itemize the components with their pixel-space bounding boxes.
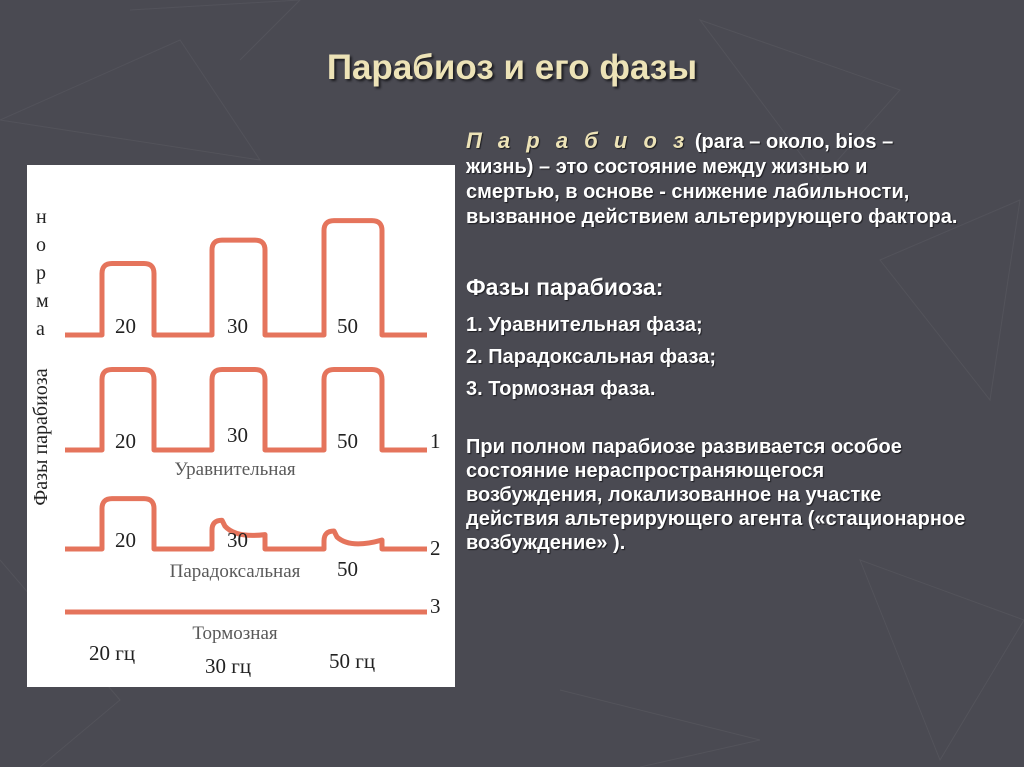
frequency-value-label: 30 — [227, 528, 248, 552]
frequency-value-label: 50 — [337, 429, 358, 453]
phases-heading: Фазы парабиоза: — [466, 274, 664, 300]
phase-caption: Парадоксальная — [169, 561, 301, 582]
text-column — [466, 128, 966, 555]
frequency-value-label: 30 — [227, 423, 248, 447]
frequency-value-label: 20 — [115, 528, 136, 552]
frequency-value-label: 50 — [337, 557, 358, 581]
phase-caption: Уравнительная — [174, 459, 296, 480]
phase-caption: Тормозная — [192, 623, 278, 644]
side-label-norm — [36, 206, 49, 340]
frequency-value-label: 50 — [337, 314, 358, 338]
side-label-norm-letter: а — [36, 318, 45, 340]
frequency-value-label: 30 — [227, 314, 248, 338]
trace-row-1 — [65, 370, 441, 481]
side-label-norm-letter: н — [36, 206, 47, 228]
phase-number-label: 3 — [430, 594, 441, 618]
phase-traces — [65, 221, 441, 644]
frequency-axis — [89, 641, 375, 678]
frequency-axis-label: 30 гц — [205, 654, 252, 678]
side-label-norm-letter: р — [36, 262, 46, 284]
term-parabiosis: П а р а б и о з — [466, 128, 690, 153]
conclusion-text: При полном парабиозе развивается особое состояние нераспространяющегося возбуждения, локализованное на участке действия альтерирующего агента («стационарное возбуждение» ). — [466, 436, 966, 554]
phase-item-3: 3. Тормозная фаза. — [466, 378, 656, 400]
phase-item-2: 2. Парадоксальная фаза; — [466, 346, 716, 368]
side-label-phases: Фазы парабиоза — [30, 368, 52, 506]
side-label-norm-letter: м — [36, 290, 49, 312]
frequency-value-label: 20 — [115, 429, 136, 453]
frequency-axis-label: 20 гц — [89, 641, 136, 665]
phase-number-label: 2 — [430, 536, 441, 560]
parabiosis-figure — [27, 165, 455, 687]
trace-row-2 — [65, 499, 441, 582]
parabiosis-diagram — [27, 165, 455, 687]
phase-item-1: 1. Уравнительная фаза; — [466, 314, 703, 336]
slide-title: Парабиоз и его фазы — [326, 48, 698, 87]
phase-number-label: 1 — [430, 429, 441, 453]
phase-list — [466, 309, 966, 405]
definition-text: (para – около, bios – жизнь) – это состояние между жизнью и смертью, в основе - снижение лабильности, вызванное действием альтерирующего фактора. — [466, 131, 958, 228]
trace-row-norm — [65, 221, 427, 338]
frequency-axis-label: 50 гц — [329, 649, 376, 673]
side-label-norm-letter: о — [36, 234, 46, 256]
trace-row-3 — [65, 594, 441, 644]
definition — [466, 128, 966, 230]
frequency-value-label: 20 — [115, 314, 136, 338]
